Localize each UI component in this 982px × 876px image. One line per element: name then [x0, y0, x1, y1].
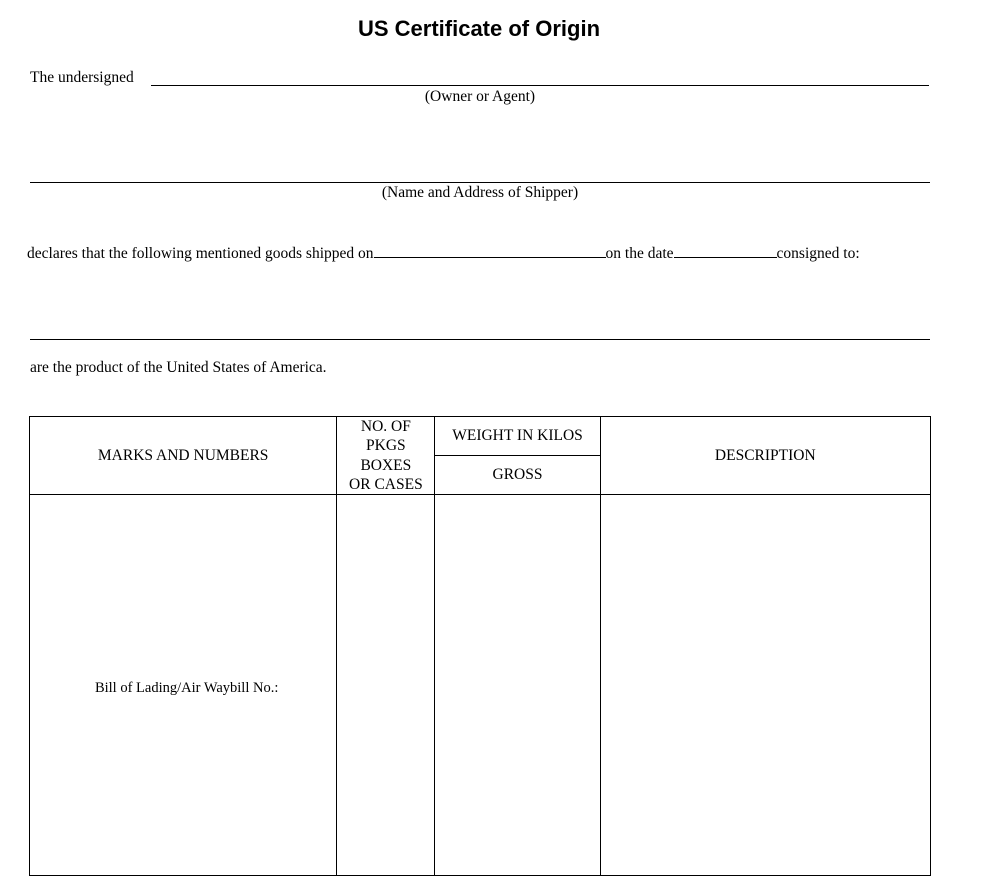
gross-header: GROSS: [435, 456, 600, 495]
shipper-caption: (Name and Address of Shipper): [381, 184, 579, 201]
table-row: [30, 495, 931, 876]
description-header: DESCRIPTION: [600, 417, 930, 495]
description-cell[interactable]: [600, 495, 930, 876]
undersigned-label: The undersigned: [30, 69, 134, 86]
packages-cell[interactable]: [337, 495, 435, 876]
weight-header: WEIGHT IN KILOS: [435, 417, 600, 456]
owner-agent-field[interactable]: [151, 85, 929, 86]
date-field[interactable]: [674, 241, 777, 258]
product-statement: are the product of the United States of America.: [30, 359, 327, 376]
packages-header: NO. OF PKGS BOXES OR CASES: [337, 417, 435, 495]
consigned-text: consigned to:: [776, 245, 860, 262]
owner-agent-caption: (Owner or Agent): [424, 88, 536, 105]
marks-header: MARKS AND NUMBERS: [30, 417, 337, 495]
shipped-on-field[interactable]: [374, 241, 606, 258]
goods-table: [29, 416, 931, 876]
consignee-field[interactable]: [30, 339, 930, 340]
document-title: US Certificate of Origin: [357, 16, 601, 41]
declares-text: declares that the following mentioned goods shipped on: [27, 245, 374, 262]
marks-cell[interactable]: [30, 495, 337, 876]
declaration-line: [27, 241, 860, 264]
bill-of-lading-label: Bill of Lading/Air Waybill No.:: [94, 680, 279, 697]
gross-weight-cell[interactable]: [435, 495, 600, 876]
on-date-text: on the date: [605, 245, 674, 262]
